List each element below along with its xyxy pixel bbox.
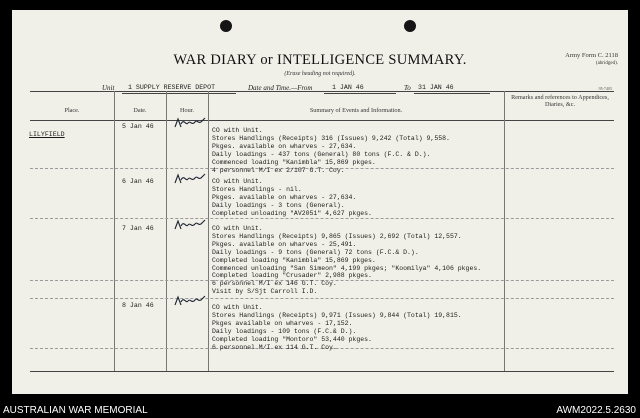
- entry-line: Daily loadings - 9 tons (General) 72 tons (F.C.& D.).: [212, 248, 419, 256]
- entry-line: 6 personnel M/I ex 114 G.T. Coy.: [212, 343, 337, 351]
- entry-text: [212, 127, 450, 174]
- entry-line: CO with Unit.: [212, 178, 263, 185]
- row-rule: [30, 298, 614, 299]
- to-label: To: [404, 84, 411, 92]
- unit-value: 1 SUPPLY RESERVE DEPOT: [128, 84, 216, 91]
- entry-text: [212, 178, 372, 218]
- entry-date: 6 Jan 46: [122, 178, 154, 185]
- date-from-underline: [324, 93, 396, 94]
- table-bottom-rule: [30, 371, 614, 372]
- entry-line: Completed loading "Kanimbla" 15,869 pkges.: [212, 256, 376, 264]
- punch-hole-left: [220, 20, 232, 32]
- date-from: 1 JAN 46: [332, 84, 364, 91]
- column-header-remarks: Remarks and references to Appendices, Diaries, &c.: [511, 94, 609, 108]
- entry-line: Pkges available on wharves - 17,152.: [212, 319, 353, 327]
- col-divider-hour: [208, 91, 209, 371]
- entry-line: Commenced unloading "San Simeon" 4,199 pkges; "Koomilya" 4,106 pkges.: [212, 264, 482, 272]
- entry-line: Visit by S/Sjt Carroll I.D.: [212, 288, 318, 296]
- punch-hole-right: [404, 20, 416, 32]
- entry-text: [212, 304, 462, 351]
- entry-line: 4 personnel M/I ex 2/107 G.T. Coy.: [212, 166, 345, 174]
- entry-line: CO with Unit.: [212, 127, 263, 134]
- entry-line: Stores Handlings (Receipts) 9,865 (Issues) 2,692 (Total) 12,557.: [212, 232, 462, 240]
- entry-line: Completed loading "Montoro" 53,440 pkges.: [212, 335, 372, 343]
- column-header-date: Date.: [133, 107, 147, 114]
- army-form-number: Army Form C. 2118: [565, 52, 618, 59]
- initials-signature: [172, 170, 208, 188]
- column-header-place: Place.: [64, 107, 80, 114]
- entry-line: CO with Unit.: [212, 304, 263, 311]
- entry-line: Completed loading "Crusader" 2,988 pkges.: [212, 272, 372, 280]
- entry-line: Stores Handlings (Receipts) 316 (Issues) 9,242 (Total) 9,558.: [212, 134, 450, 142]
- entry-line: Pkges. available on wharves - 27,634.: [212, 193, 357, 201]
- header-bottom-rule: [30, 120, 614, 121]
- entry-line: Pkges. available on wharves - 27,634.: [212, 142, 357, 150]
- col-divider-place: [114, 91, 115, 371]
- row-rule: [30, 218, 614, 219]
- date-to-underline: [414, 93, 490, 94]
- entry-line: Daily loadings - 437 tons (General) 80 tons (F.C. & D.).: [212, 150, 431, 158]
- document-title: WAR DIARY or INTELLIGENCE SUMMARY.: [173, 52, 467, 68]
- entry-date: 8 Jan 46: [122, 302, 154, 309]
- entry-text: [212, 225, 481, 296]
- initials-signature: [172, 292, 208, 310]
- column-header-summary: Summary of Events and Information.: [309, 107, 403, 114]
- entry-line: Commenced loading "Kanimbla" 15,869 pkges.: [212, 158, 376, 166]
- army-form-note: (abridged).: [595, 61, 618, 66]
- entry-line: Stores Handlings - nil.: [212, 185, 302, 193]
- place-entry: LILYFIELD: [29, 131, 65, 138]
- entry-line: Completed unloading "AV2051" 4,627 pkges.: [212, 209, 372, 217]
- small-print: 95-7405: [598, 86, 612, 91]
- unit-underline: [122, 93, 236, 94]
- entry-date: 7 Jan 46: [122, 225, 154, 232]
- unit-label: Unit: [102, 84, 115, 92]
- table-top-rule: [30, 91, 614, 92]
- entry-line: CO with Unit.: [212, 225, 263, 232]
- initials-signature: [172, 114, 208, 132]
- entry-date: 5 Jan 46: [122, 123, 154, 130]
- entry-line: Daily loadings - 109 tons (F.C.& D.).: [212, 327, 357, 335]
- footer-reference: AWM2022.5.2630: [556, 405, 636, 416]
- entry-line: Daily loadings - 3 tons (General).: [212, 201, 345, 209]
- column-header-hour: Hour.: [180, 107, 194, 114]
- army-form-label: [565, 52, 618, 68]
- col-divider-summary: [504, 91, 505, 371]
- date-label: Date and Time.—From: [248, 84, 313, 92]
- diary-sheet: [12, 10, 628, 394]
- entry-line: Pkges. available on wharves - 25,491.: [212, 240, 357, 248]
- document-subtitle: (Erase heading not required).: [284, 71, 356, 77]
- date-to: 31 JAN 46: [418, 84, 454, 91]
- entry-line: Stores Handlings (Receipts) 9,971 (Issues) 9,844 (Total) 19,815.: [212, 311, 462, 319]
- initials-signature: [172, 216, 208, 234]
- footer-institution: AUSTRALIAN WAR MEMORIAL: [3, 405, 148, 416]
- entry-line: 6 personnel M/I ex 146 G.T. Coy.: [212, 280, 337, 288]
